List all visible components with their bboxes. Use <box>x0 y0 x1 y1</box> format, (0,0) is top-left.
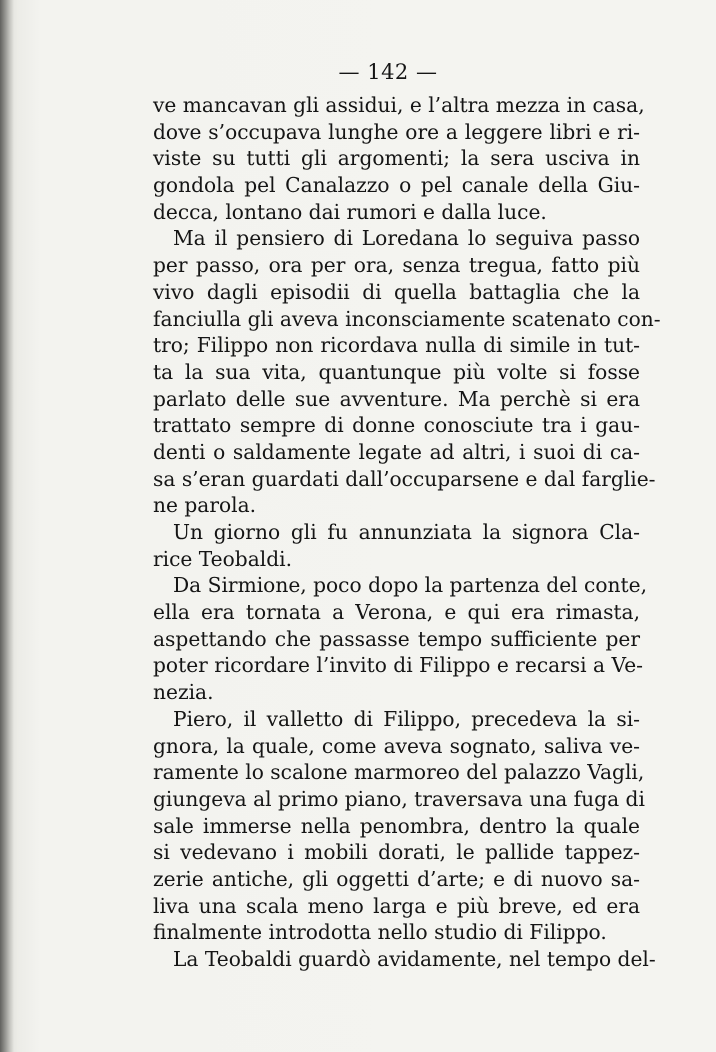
text-line: finalmente introdotta nello studio di Filippo. <box>153 920 607 945</box>
text-line: vivo dagli episodii di quella battaglia che la <box>153 279 640 304</box>
text-line: Ma il pensiero di Loredana lo seguiva passo <box>173 226 640 251</box>
text-line: liva una scala meno larga e più breve, ed era <box>153 893 640 918</box>
text-line: per passo, ora per ora, senza tregua, fatto più <box>153 253 640 278</box>
text-line: Un giorno gli fu annunziata la signora Cla- <box>173 520 640 544</box>
text-line: denti o saldamente legate ad altri, i suoi di ca- <box>153 439 640 464</box>
text-line: Da Sirmione, poco dopo la partenza del conte, <box>173 573 647 598</box>
text-line: ella era tornata a Verona, e qui era rimasta, <box>153 600 640 625</box>
page-number: — 142 — <box>338 60 438 84</box>
text-line: ne parola. <box>153 493 257 518</box>
text-line: giungeva al primo piano, traversava una fuga di <box>153 786 645 811</box>
text-line: zerie antiche, gli oggetti d’arte; e di nuovo sa- <box>153 866 640 891</box>
text-line: fanciulla gli aveva inconsciamente scatenato con- <box>153 306 661 331</box>
text-line: ta la sua vita, quantunque più volte si fosse <box>153 359 640 384</box>
text-line: La Teobaldi guardò avidamente, nel tempo del- <box>173 947 656 971</box>
text-line: dove s’occupava lunghe ore a leggere libri e ri- <box>153 119 640 144</box>
text-line: rice Teobaldi. <box>153 546 292 571</box>
page-binding-edge <box>0 0 14 1052</box>
text-line: Piero, il valletto di Filippo, precedeva la si- <box>173 706 640 731</box>
body-text <box>153 92 661 973</box>
text-line: nezia. <box>153 680 214 705</box>
text-line: sa s’eran guardati dall’occuparsene e dal farglie- <box>153 466 656 491</box>
text-line: viste su tutti gli argomenti; la sera usciva in <box>153 146 640 171</box>
text-line: gnora, la quale, come aveva sognato, saliva ve- <box>153 733 640 758</box>
text-line: aspettando che passasse tempo sufficiente per <box>153 626 640 651</box>
text-line: parlato delle sue avventure. Ma perchè si era <box>153 386 640 411</box>
text-line: poter ricordare l’invito di Filippo e recarsi a Ve- <box>153 653 643 678</box>
text-line: decca, lontano dai rumori e dalla luce. <box>153 199 547 224</box>
text-line: tro; Filippo non ricordava nulla di simile in tut- <box>153 333 640 358</box>
text-line: sale immerse nella penombra, dentro la quale <box>153 813 640 838</box>
text-line: ve mancavan gli assidui, e l’altra mezza in casa, <box>153 93 645 117</box>
text-line: si vedevano i mobili dorati, le pallide tappez- <box>153 840 640 865</box>
text-line: gondola pel Canalazzo o pel canale della Giu- <box>153 173 640 198</box>
text-line: ramente lo scalone marmoreo del palazzo Vagli, <box>153 760 645 785</box>
text-line: trattato sempre di donne conosciute tra i gau- <box>153 413 640 438</box>
